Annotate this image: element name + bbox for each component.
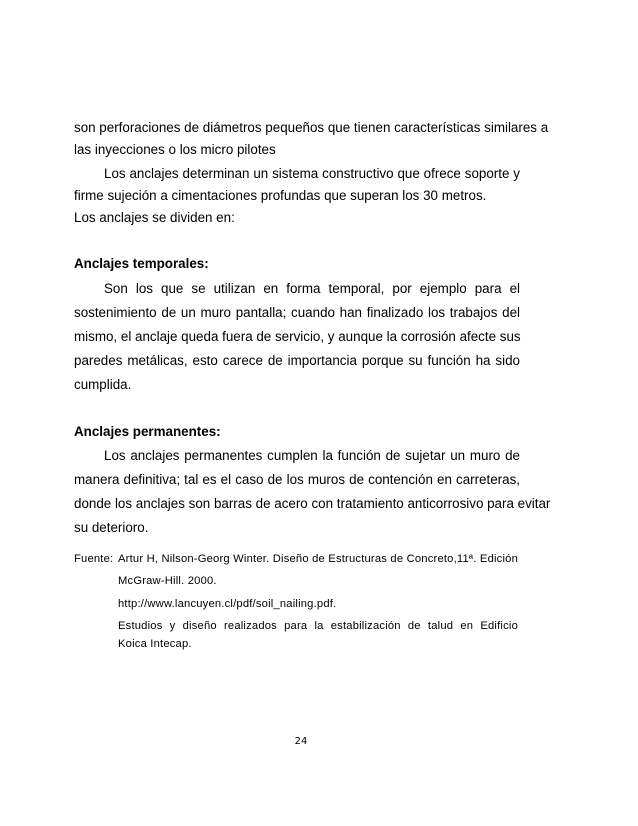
- body-line: paredes metálicas, esto carece de importancia porque su función ha sido: [74, 353, 520, 368]
- source-line: Artur H, Nilson-Georg Winter. Diseño de Estructuras de Concreto,11ª. Edición: [118, 553, 518, 565]
- body-line: manera definitiva; tal es el caso de los muros de contención en carreteras,: [74, 472, 520, 487]
- body-line: Los anclajes determinan un sistema constructivo que ofrece soporte y: [104, 166, 520, 181]
- source-link[interactable]: http://www.lancuyen.cl/pdf/soil_nailing.pdf.: [118, 598, 337, 610]
- body-line: son perforaciones de diámetros pequeños que tienen características similares a: [74, 120, 549, 135]
- sources-label: Fuente:: [74, 553, 114, 565]
- body-line: las inyecciones o los micro pilotes: [74, 142, 276, 157]
- body-line: mismo, el anclaje queda fuera de servicio, y aunque la corrosión afecte sus: [74, 329, 521, 344]
- body-line: cumplida.: [74, 377, 132, 392]
- source-line: Estudios y diseño realizados para la estabilización de talud en Edificio: [118, 620, 518, 632]
- body-line: su deterioro.: [74, 520, 149, 535]
- body-line: Son los que se utilizan en forma temporal, por ejemplo para el: [104, 281, 520, 296]
- body-line: Los anclajes se dividen en:: [74, 210, 235, 225]
- body-line: sostenimiento de un muro pantalla; cuando han finalizado los trabajos del: [74, 305, 520, 320]
- body-line: firme sujeción a cimentaciones profundas que superan los 30 metros.: [74, 188, 487, 203]
- section-heading-temporales: Anclajes temporales:: [74, 256, 209, 271]
- body-line: Los anclajes permanentes cumplen la función de sujetar un muro de: [104, 448, 520, 463]
- section-heading-permanentes: Anclajes permanentes:: [74, 424, 221, 439]
- source-line: Koica Intecap.: [118, 638, 192, 650]
- page-number: 24: [294, 736, 308, 747]
- body-line: donde los anclajes son barras de acero con tratamiento anticorrosivo para evitar: [74, 496, 551, 511]
- source-line: McGraw-Hill. 2000.: [118, 575, 217, 587]
